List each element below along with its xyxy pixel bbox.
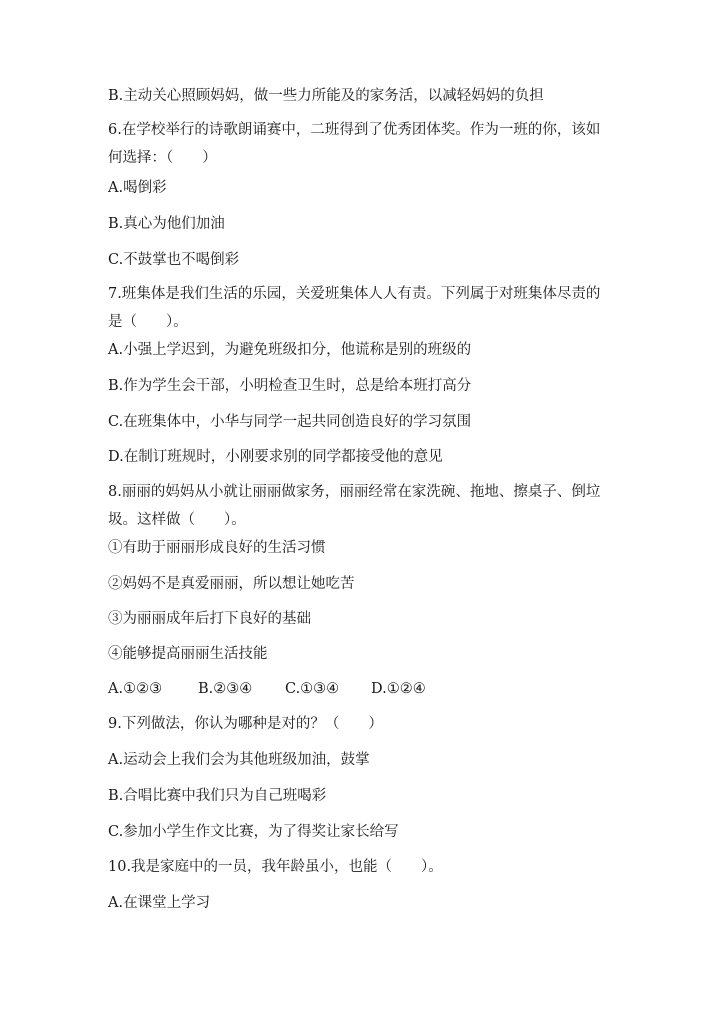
answer-option-a: A.小强上学迟到，为避免班级扣分，他谎称是别的班级的 (108, 342, 472, 358)
statement-2: ②妈妈不是真爱丽丽，所以想让她吃苦 (108, 576, 355, 592)
statement-4: ④能够提高丽丽生活技能 (108, 646, 268, 662)
answer-option-d: D.①②④ (371, 681, 426, 697)
question-9: 9.下列做法，你认为哪种是对的？（ ） (108, 716, 383, 732)
question-text: 圾。这样做（ ）。 (108, 512, 246, 528)
answer-option-b: B.②③④ (198, 681, 253, 697)
answer-options-row (108, 679, 628, 699)
answer-option-a: A.喝倒彩 (108, 180, 167, 196)
answer-option-c: C.不鼓掌也不喝倒彩 (108, 252, 240, 268)
answer-option-c: C.参加小学生作文比赛，为了得奖让家长给写 (108, 824, 399, 840)
question-8 (108, 478, 628, 534)
question-text: 是（ ）。 (108, 314, 188, 330)
question-text: 8.丽丽的妈妈从小就让丽丽做家务，丽丽经常在家洗碗、拖地、擦桌子、倒垃 (108, 484, 601, 500)
answer-option-a: A.运动会上我们会为其他班级加油，鼓掌 (108, 752, 370, 768)
answer-option-d: D.在制订班规时，小刚要求别的同学都接受他的意见 (108, 449, 443, 465)
statement-3: ③为丽丽成年后打下良好的基础 (108, 611, 311, 627)
answer-option-b: B.合唱比赛中我们只为自己班喝彩 (108, 788, 327, 804)
answer-option-a: A.在课堂上学习 (108, 895, 211, 911)
answer-option-b: B.作为学生会干部，小明检查卫生时，总是给本班打高分 (108, 378, 472, 394)
answer-option-b: B.真心为他们加油 (108, 216, 225, 232)
answer-option-a: A.①②③ (108, 681, 163, 697)
answer-option-b: B.主动关心照顾妈妈，做一些力所能及的家务活，以减轻妈妈的负担 (108, 88, 544, 104)
answer-option-c: C.①③④ (285, 681, 340, 697)
answer-option-c: C.在班集体中，小华与同学一起共同创造良好的学习氛围 (108, 414, 472, 430)
question-6 (108, 116, 628, 172)
question-text: 何选择：（ ） (108, 150, 217, 166)
question-text: 6.在学校举行的诗歌朗诵赛中，二班得到了优秀团体奖。作为一班的你，该如 (108, 122, 601, 138)
question-7 (108, 280, 628, 336)
question-10: 10.我是家庭中的一员，我年龄虽小，也能（ ）。 (108, 859, 443, 875)
statement-1: ①有助于丽丽形成良好的生活习惯 (108, 540, 326, 556)
question-text: 7.班集体是我们生活的乐园，关爱班集体人人有责。下列属于对班集体尽责的 (108, 286, 601, 302)
